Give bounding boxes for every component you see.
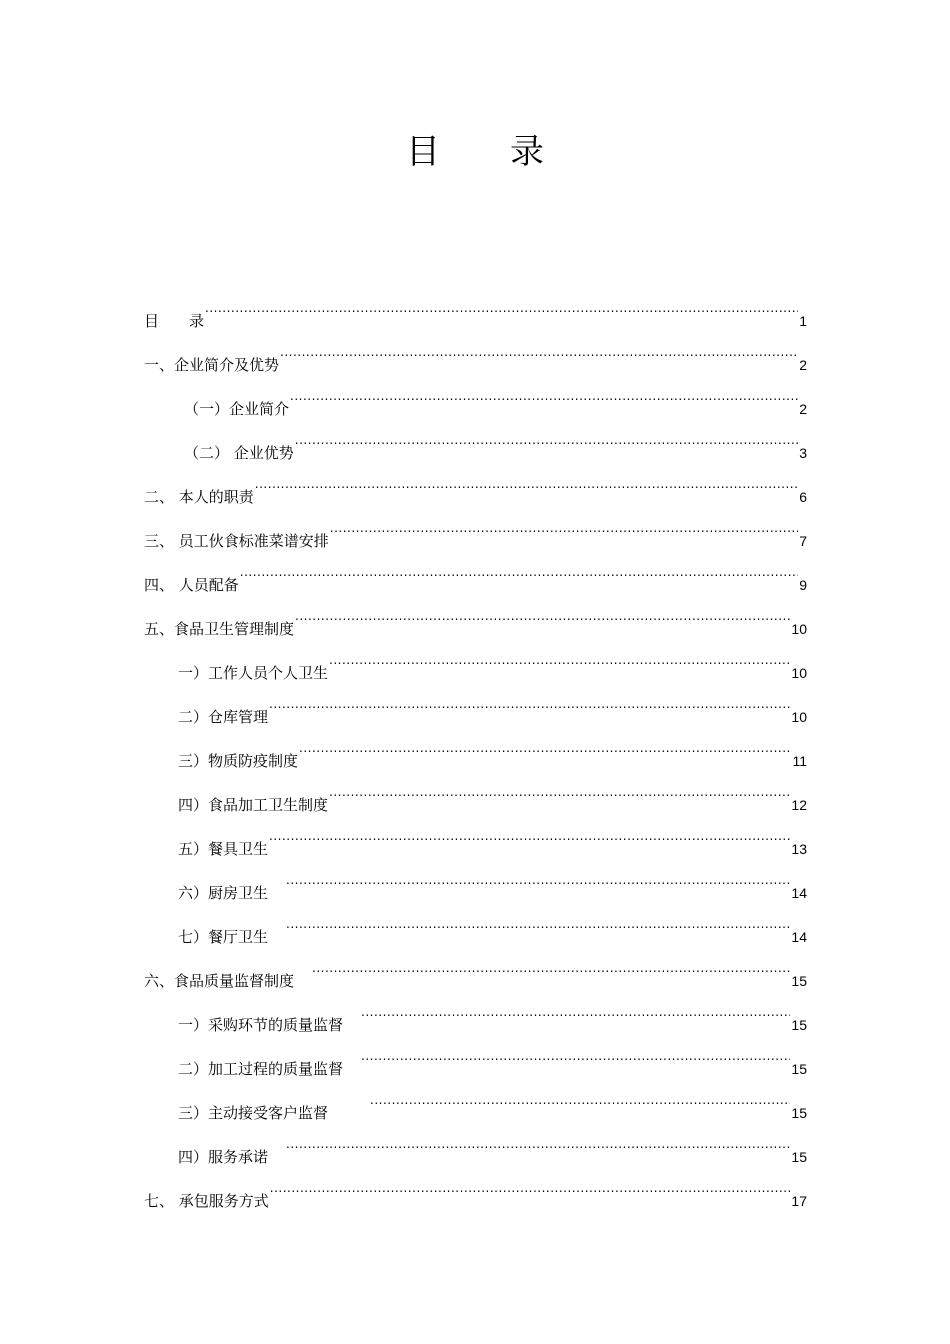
toc-leader	[295, 414, 798, 458]
toc-entry-page: 2	[799, 401, 807, 417]
toc-entry-label: 六、食品质量监督制度	[144, 972, 295, 990]
toc-entry-page: 3	[799, 445, 807, 461]
toc-leader	[295, 590, 790, 634]
toc-entry-label: 一）采购环节的质量监督	[178, 1016, 344, 1034]
toc-leader	[205, 282, 798, 326]
toc-entry[interactable]	[144, 326, 807, 374]
toc-entry-page: 6	[799, 489, 807, 505]
toc-leader	[330, 502, 798, 546]
toc-entry-label: 一）工作人员个人卫生	[178, 664, 329, 682]
toc-entry-page: 15	[791, 973, 807, 989]
table-of-contents	[144, 282, 807, 1210]
toc-entry-page: 15	[791, 1149, 807, 1165]
toc-entry-label: 二）仓库管理	[178, 708, 269, 726]
toc-leader	[286, 1118, 790, 1162]
toc-entry-page: 13	[791, 841, 807, 857]
toc-entry-page: 10	[791, 709, 807, 725]
toc-entry-page: 14	[791, 885, 807, 901]
toc-entry-label: 六）厨房卫生	[178, 884, 269, 902]
toc-entry-label: 一、企业简介及优势	[144, 356, 280, 374]
toc-leader	[312, 942, 790, 986]
toc-entry-page: 15	[791, 1061, 807, 1077]
toc-entry-page: 1	[799, 313, 807, 329]
toc-entry-page: 17	[791, 1193, 807, 1209]
toc-entry-page: 15	[791, 1017, 807, 1033]
title-char-1: 目	[406, 132, 440, 172]
page-title	[0, 128, 950, 176]
toc-leader	[240, 546, 798, 590]
toc-entry-label: 二、 本人的职责	[144, 488, 254, 506]
toc-entry-page: 12	[791, 797, 807, 813]
toc-entry-label: （一）企业简介	[184, 400, 290, 418]
toc-entry-label: 五）餐具卫生	[178, 840, 269, 858]
toc-entry-page: 2	[799, 357, 807, 373]
toc-leader	[370, 1074, 790, 1118]
toc-entry-page: 11	[792, 753, 807, 769]
toc-leader	[329, 766, 790, 810]
toc-leader	[329, 634, 790, 678]
toc-entry-label: 七、 承包服务方式	[144, 1192, 269, 1210]
toc-entry[interactable]	[144, 546, 807, 594]
toc-entry-label: 三）主动接受客户监督	[178, 1104, 329, 1122]
toc-entry-page: 10	[791, 621, 807, 637]
toc-entry-label: 五、食品卫生管理制度	[144, 620, 295, 638]
toc-leader	[286, 898, 790, 942]
toc-leader	[280, 326, 798, 370]
toc-entry-label: 七）餐厅卫生	[178, 928, 269, 946]
toc-entry-label: 目 录	[144, 312, 205, 330]
toc-leader	[270, 1162, 791, 1206]
toc-leader	[290, 370, 798, 414]
toc-leader	[286, 854, 790, 898]
toc-entry-page: 15	[791, 1105, 807, 1121]
toc-entry[interactable]	[144, 590, 807, 638]
toc-entry-label: 四、 人员配备	[144, 576, 239, 594]
toc-entry-page: 7	[799, 533, 807, 549]
toc-leader	[361, 1030, 790, 1074]
toc-leader	[299, 722, 791, 766]
toc-entry-page: 14	[791, 929, 807, 945]
toc-leader	[269, 678, 790, 722]
toc-entry-label: 二）加工过程的质量监督	[178, 1060, 344, 1078]
toc-entry-page: 9	[799, 577, 807, 593]
toc-entry-label: 三）物质防疫制度	[178, 752, 299, 770]
toc-entry-label: 四）服务承诺	[178, 1148, 269, 1166]
toc-entry[interactable]	[144, 282, 807, 330]
toc-leader	[361, 986, 790, 1030]
toc-leader	[269, 810, 790, 854]
toc-entry-label: 三、 员工伙食标准菜谱安排	[144, 532, 329, 550]
toc-entry-label: （二） 企业优势	[184, 444, 294, 462]
title-char-2: 录	[510, 132, 544, 172]
toc-entry-page: 10	[791, 665, 807, 681]
toc-entry-label: 四）食品加工卫生制度	[178, 796, 329, 814]
toc-leader	[255, 458, 798, 502]
